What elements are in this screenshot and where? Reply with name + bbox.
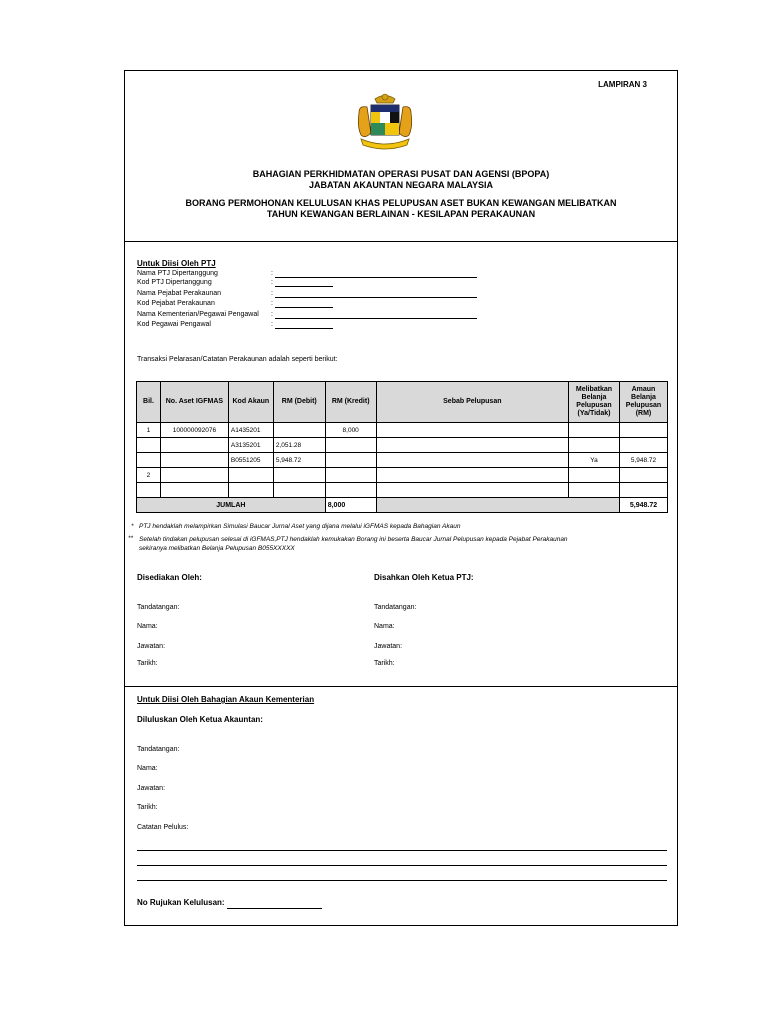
- col-sebab: Sebab Pelupusan: [376, 382, 568, 423]
- field-label: Nama PTJ Dipertanggung: [137, 270, 218, 277]
- header-line-1: BAHAGIAN PERKHIDMATAN OPERASI PUSAT DAN AGENSI (BPOPA): [252, 169, 550, 179]
- kem-tarikh: Tarikh:: [137, 804, 158, 811]
- field-kod-pegawai[interactable]: Kod Pegawai Pengawal :: [137, 320, 271, 329]
- rujukan-field[interactable]: [227, 908, 322, 909]
- field-kod-ptj[interactable]: Kod PTJ Dipertanggung :: [137, 278, 271, 287]
- left-jawatan: Jawatan:: [137, 643, 166, 650]
- catatan-line-3[interactable]: [137, 880, 667, 881]
- col-kod-akaun: Kod Akaun: [228, 382, 273, 423]
- jumlah-kredit: 8,000: [325, 498, 376, 513]
- rujukan-label: No Rujukan Kelulusan:: [137, 898, 225, 907]
- table-total-row: [137, 498, 668, 513]
- field-label: Nama Pejabat Perakaunan: [137, 290, 222, 297]
- header-line-4: TAHUN KEWANGAN BERLAINAN - KESILAPAN PERAKAUNAN: [266, 209, 536, 219]
- jumlah-amaun: 5,948.72: [619, 498, 667, 513]
- form-frame: [124, 70, 678, 926]
- field-nama-kementerian[interactable]: Nama Kementerian/Pegawai Pengawal :: [137, 310, 271, 319]
- field-label: Kod Pejabat Perakaunan: [137, 300, 215, 307]
- header-line-2: JABATAN AKAUNTAN NEGARA MALAYSIA: [309, 180, 493, 190]
- table-row: 2: [137, 468, 668, 483]
- note-1: PTJ hendaklah melampirkan Simulasi Baucar Jurnal Aset yang dijana melalui iGFMAS kepada Bahagian Akaun: [139, 523, 461, 530]
- col-bil: Bil.: [137, 382, 161, 423]
- col-aset: No. Aset IGFMAS: [160, 382, 228, 423]
- table-row: [137, 483, 668, 498]
- ptj-section-title: Untuk Diisi Oleh PTJ: [137, 259, 216, 268]
- disediakan-title: Disediakan Oleh:: [137, 573, 202, 582]
- col-debit: RM (Debit): [273, 382, 325, 423]
- col-kredit: RM (Kredit): [325, 382, 376, 423]
- right-tarikh: Tarikh:: [374, 660, 395, 667]
- field-label: Nama Kementerian/Pegawai Pengawal: [137, 311, 259, 318]
- catatan-line-1[interactable]: [137, 850, 667, 851]
- catatan-line-2[interactable]: [137, 865, 667, 866]
- jumlah-label: JUMLAH: [137, 498, 326, 513]
- header-line-3: BORANG PERMOHONAN KELULUSAN KHAS PELUPUSAN ASET BUKAN KEWANGAN MELIBATKAN: [185, 198, 617, 208]
- note-1-mark: *: [131, 523, 134, 530]
- field-kod-pejabat[interactable]: Kod Pejabat Perakaunan :: [137, 299, 271, 308]
- transaction-table: [136, 381, 668, 513]
- field-nama-pejabat[interactable]: Nama Pejabat Perakaunan :: [137, 289, 271, 298]
- table-header-row: [137, 382, 668, 423]
- kem-tandatangan: Tandatangan:: [137, 746, 180, 753]
- field-label: Kod PTJ Dipertanggung: [137, 279, 212, 286]
- left-nama: Nama:: [137, 623, 158, 630]
- catatan-pelulus-label: Catatan Pelulus:: [137, 824, 189, 831]
- coat-of-arms-icon: [353, 93, 417, 157]
- note-2-mark: **: [128, 535, 134, 542]
- right-tandatangan: Tandatangan:: [374, 604, 417, 611]
- table-row: A3135201 2,051.28: [137, 438, 668, 453]
- field-label: Kod Pegawai Pengawal: [137, 321, 211, 328]
- kem-nama: Nama:: [137, 765, 158, 772]
- left-tandatangan: Tandatangan:: [137, 604, 180, 611]
- note-2-line-1: Setelah tindakan pelupusan selesai di iGFMAS,PTJ hendaklah kemukakan Borang ini beserta Baucar Jurnal Pelupusan kepada Pejabat Perakaunan: [139, 536, 568, 543]
- table-row: B0551205 5,948.72 Ya 5,948.72: [137, 453, 668, 468]
- section-divider: [125, 241, 677, 242]
- col-amaun: Amaun Belanja Pelupusan (RM): [619, 382, 667, 423]
- kem-jawatan: Jawatan:: [137, 785, 166, 792]
- left-tarikh: Tarikh:: [137, 660, 158, 667]
- right-jawatan: Jawatan:: [374, 643, 403, 650]
- disahkan-title: Disahkan Oleh Ketua PTJ:: [374, 573, 474, 582]
- section-divider: [125, 686, 677, 687]
- kementerian-section-title: Untuk Diisi Oleh Bahagian Akaun Kementerian: [137, 695, 315, 704]
- col-melibatkan: Melibatkan Belanja Pelupusan (Ya/Tidak): [569, 382, 620, 423]
- lampiran-label: LAMPIRAN 3: [598, 80, 647, 89]
- table-row: 1 100000092076 A1435201 8,000: [137, 423, 668, 438]
- note-2-line-2: sekiranya melibatkan Belanja Pelupusan B055XXXXX: [139, 545, 295, 552]
- transaction-intro: Transaksi Pelarasan/Catatan Perakaunan adalah seperti berikut:: [137, 356, 338, 363]
- right-nama: Nama:: [374, 623, 395, 630]
- field-nama-ptj[interactable]: Nama PTJ Dipertanggung :: [137, 269, 271, 278]
- diluluskan-title: Diluluskan Oleh Ketua Akauntan:: [137, 715, 263, 724]
